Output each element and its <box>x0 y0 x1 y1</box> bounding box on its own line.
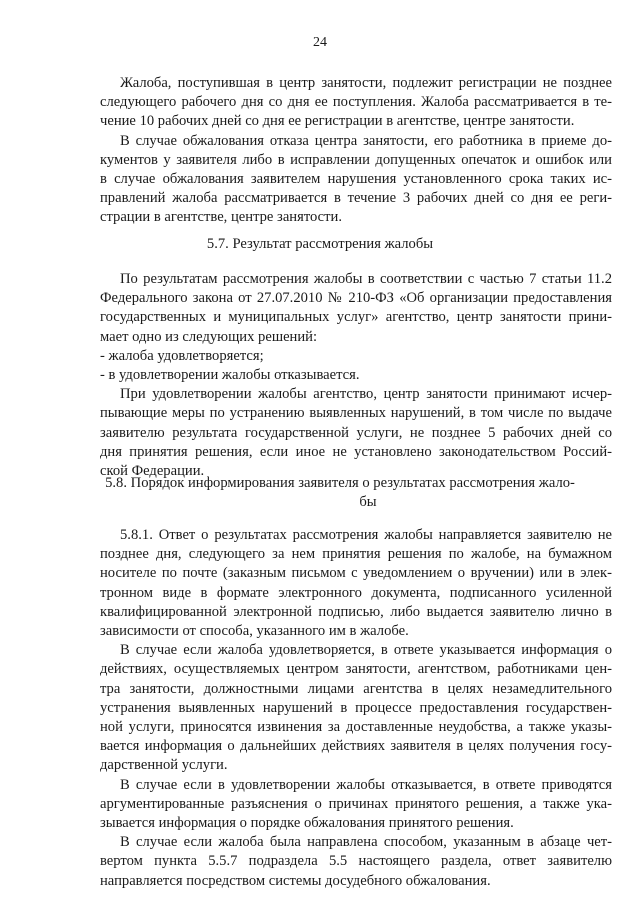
paragraph-answer-procedure <box>100 526 612 891</box>
text-line: мает одно из следующих решений: <box>100 328 318 345</box>
text-line: носителе по почте (заказным письмом с уведомлением о вручении) или в элек- <box>100 565 612 582</box>
text-line: устранения выявленных нарушений в процессе предоставления государствен- <box>100 699 612 716</box>
text-line: По результатам рассмотрения жалобы в соответствии с частью 7 статьи 11.2 <box>120 271 612 287</box>
text-line: направляется посредством системы досудебного обжалования. <box>100 872 491 889</box>
page-number: 24 <box>313 35 327 50</box>
text-line: вертом пункта 5.5.7 подраздела 5.5 настоящего раздела, ответ заявителю <box>100 853 612 870</box>
text-line: государственных и муниципальных услуг» агентство, центр занятости прини- <box>100 309 612 326</box>
text-line: тра занятости, должностными лицами агентства в целях незамедлительного <box>100 680 612 697</box>
text-line: ской Федерации. <box>100 463 205 480</box>
text-line: квалифицированной электронной подписью, либо выдается заявителю лично в <box>100 603 612 620</box>
text-line: пывающие меры по устранению выявленных нарушений, в том числе по выдаче <box>100 405 612 422</box>
paragraph-complaint-result <box>100 270 612 481</box>
text-line: В случае если в удовлетворении жалобы отказывается, в ответе приводятся <box>120 776 612 793</box>
list-item: - жалоба удовлетворяется; <box>100 347 264 364</box>
text-line: зывается информация о порядке обжалования принятого решения. <box>100 815 514 832</box>
text-line: зависимости от способа, указанного им в жалобе. <box>100 623 409 640</box>
text-line: вается информация о дальнейших действиях заявителя в целях получения госу- <box>100 738 612 755</box>
text-line: В случае обжалования отказа центра занятости, его работника в приеме до- <box>120 132 612 149</box>
text-line: следующего рабочего дня со дня ее поступления. Жалоба рассматривается в те- <box>100 94 612 111</box>
text-line: аргументированные разъяснения о причинах принятого решения, а также ука- <box>100 795 612 812</box>
text-line: В случае если жалоба была направлена способом, указанным в абзаце чет- <box>120 834 612 851</box>
text-line: Федерального закона от 27.07.2010 № 210-ФЗ «Об организации предоставления <box>100 290 612 307</box>
text-line: позднее дня, следующего за нем принятия решения по жалобе, на бумажном <box>100 546 612 563</box>
text-line: в случае обжалования заявителем нарушения установленного срока таких ис- <box>100 171 612 188</box>
paragraph-complaint-registration <box>100 74 612 228</box>
section-heading-line: 5.8. Порядок информирования заявителя о результатах рассмотрения жало- <box>105 475 575 491</box>
list-item: - в удовлетворении жалобы отказывается. <box>100 367 360 384</box>
text-line: При удовлетворении жалобы агентство, центр занятости принимают исчер- <box>120 386 612 403</box>
text-line: заявителю результата государственной услуги, не позднее 5 рабочих дней со <box>100 424 612 441</box>
text-line: Жалоба, поступившая в центр занятости, подлежит регистрации не позднее <box>120 75 612 91</box>
text-line: 5.8.1. Ответ о результатах рассмотрения жалобы направляется заявителю не <box>120 527 612 543</box>
text-line: дарственной услуги. <box>100 757 228 774</box>
text-line: дня принятия решения, если иное не установлено законодательством Россий- <box>100 443 612 460</box>
text-line: В случае если жалоба удовлетворяется, в ответе указывается информация о <box>120 642 612 659</box>
text-line: действиях, осуществляемых центром занятости, агентством, работниками цен- <box>100 661 612 678</box>
section-heading-5-8 <box>0 474 640 512</box>
section-heading-line: бы <box>359 494 377 511</box>
text-line: страции в агентстве, центре занятости. <box>100 209 342 226</box>
text-line: кументов у заявителя либо в исправлении допущенных опечаток и ошибок или <box>100 151 612 168</box>
text-line: правлений жалоба рассматривается в течение 3 рабочих дней со дня ее реги- <box>100 190 612 207</box>
text-line: чение 10 рабочих дней со дня ее регистрации в агентстве, центре занятости. <box>100 113 575 130</box>
section-heading-5-7: 5.7. Результат рассмотрения жалобы <box>206 236 434 252</box>
text-line: ной услуги, приносятся извинения за доставленные неудобства, а также указы- <box>100 719 612 736</box>
text-line: тронном виде в формате электронного документа, подписанного усиленной <box>100 584 612 601</box>
